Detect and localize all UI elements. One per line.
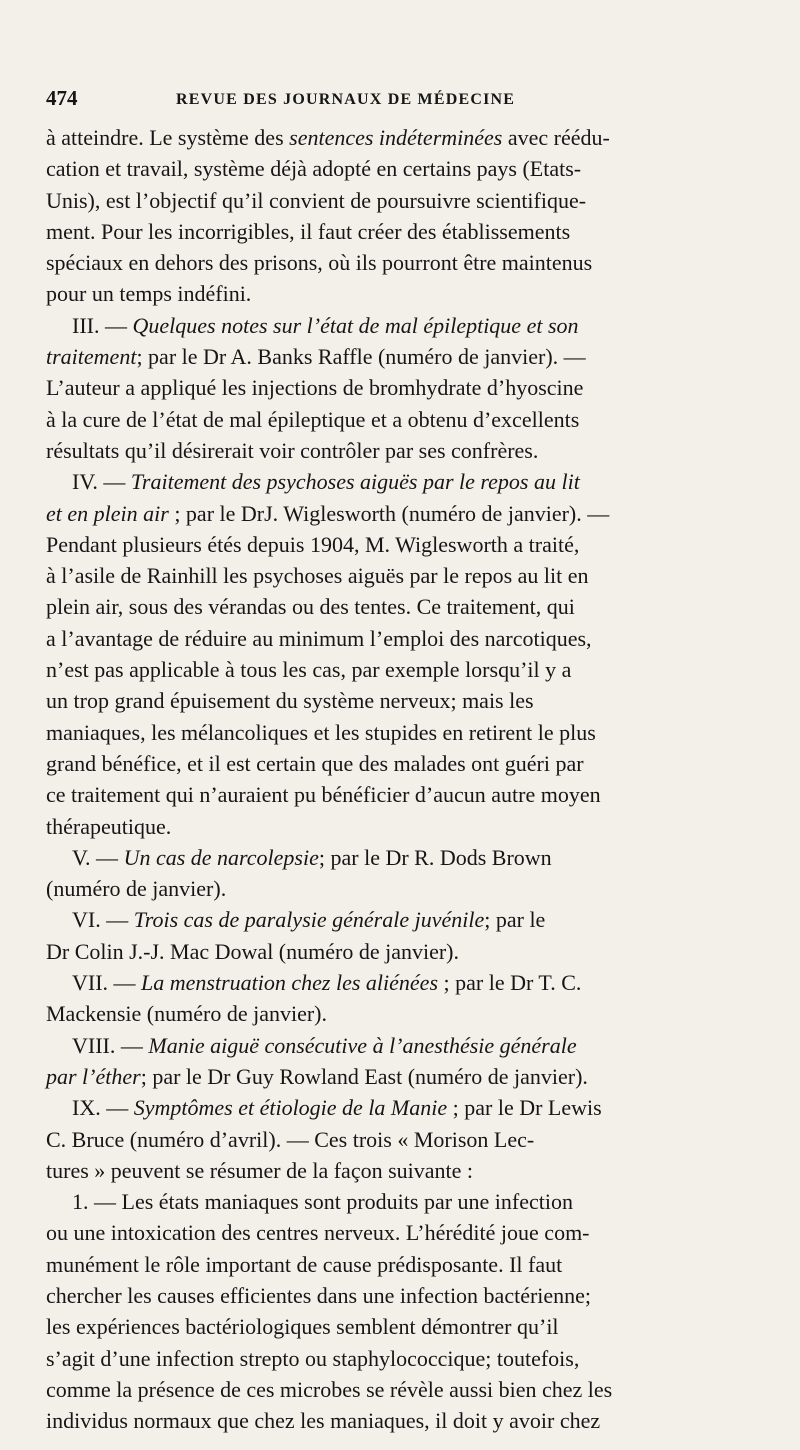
article-text	[46, 122, 760, 1436]
section-ix-title-line: IX. — Symptômes et étiologie de la Manie ; par le Dr Lewis	[72, 1095, 602, 1121]
text-line: résultats qu’il désirerait voir contrôler par ses confrères.	[46, 437, 539, 463]
text-line: maniaques, les mélancoliques et les stupides en retirent le plus	[46, 719, 596, 745]
text-line: individus normaux que chez les maniaques, il doit y avoir chez	[46, 1408, 601, 1434]
text-line: ment. Pour les incorrigibles, il faut créer des établissements	[46, 218, 571, 244]
section-viii-title-line: VIII. — Manie aiguë consécutive à l’anesthésie générale	[72, 1032, 577, 1058]
text-line: un trop grand épuisement du système nerveux; mais les	[46, 688, 534, 714]
text-line: chercher les causes efficientes dans une infection bactérienne;	[46, 1282, 592, 1308]
section-v-title-line: V. — Un cas de narcolepsie; par le Dr R. Dods Brown	[72, 844, 552, 870]
text-line: n’est pas applicable à tous les cas, par exemple lorsqu’il y a	[46, 657, 572, 683]
point-1-line: 1. — Les états maniaques sont produits par une infection	[72, 1189, 573, 1215]
text-line: et en plein air ; par le DrJ. Wiglesworth (numéro de janvier). —	[46, 500, 610, 526]
text-line: cation et travail, système déjà adopté en certains pays (Etats-	[46, 156, 582, 182]
text-line: spéciaux en dehors des prisons, où ils pourront être maintenus	[46, 250, 593, 276]
section-iv-title-line: IV. — Traitement des psychoses aiguës par le repos au lit	[72, 469, 580, 495]
section-vi-title-line: VI. — Trois cas de paralysie générale juvénile; par le	[72, 907, 546, 933]
running-head	[46, 86, 760, 122]
text-line: thérapeutique.	[46, 813, 172, 839]
text-line: par l’éther; par le Dr Guy Rowland East (numéro de janvier).	[46, 1063, 588, 1089]
text-line: s’agit d’une infection strepto ou staphylococcique; toutefois,	[46, 1345, 580, 1371]
text-line: Pendant plusieurs étés depuis 1904, M. Wiglesworth a traité,	[46, 531, 580, 557]
text-line: comme la présence de ces microbes se révèle aussi bien chez les	[46, 1376, 613, 1402]
text-line: (numéro de janvier).	[46, 876, 227, 902]
running-title: REVUE DES JOURNAUX DE MÉDECINE	[176, 91, 516, 108]
text-line: Dr Colin J.-J. Mac Dowal (numéro de janvier).	[46, 938, 460, 964]
section-iii-title-line: III. — Quelques notes sur l’état de mal épileptique et son	[72, 312, 579, 338]
text-line: à la cure de l’état de mal épileptique et a obtenu d’excellents	[46, 406, 580, 432]
text-line: à l’asile de Rainhill les psychoses aiguës par le repos au lit en	[46, 563, 589, 589]
text-line: grand bénéfice, et il est certain que des malades ont guéri par	[46, 750, 584, 776]
text-line: les expériences bactériologiques semblent démontrer qu’il	[46, 1314, 559, 1340]
text-line: Mackensie (numéro de janvier).	[46, 1001, 327, 1027]
text-line: munément le rôle important de cause prédisposante. Il faut	[46, 1251, 563, 1277]
text-line: ou une intoxication des centres nerveux. L’hérédité joue com-	[46, 1220, 590, 1246]
text-line: à atteindre. Le système des sentences indéterminées avec réédu-	[46, 125, 610, 150]
text-line: Unis), est l’objectif qu’il convient de poursuivre scientifique-	[46, 187, 587, 213]
text-line: a l’avantage de réduire au minimum l’emploi des narcotiques,	[46, 625, 592, 651]
section-vii-title-line: VII. — La menstruation chez les aliénées ; par le Dr T. C.	[72, 970, 582, 996]
text-line: tures » peuvent se résumer de la façon suivante :	[46, 1157, 474, 1183]
text-line: C. Bruce (numéro d’avril). — Ces trois « Morison Lec-	[46, 1126, 535, 1152]
text-line: plein air, sous des vérandas ou des tentes. Ce traitement, qui	[46, 594, 575, 620]
text-line: ce traitement qui n’auraient pu bénéficier d’aucun autre moyen	[46, 782, 601, 808]
text-line: traitement; par le Dr A. Banks Raffle (numéro de janvier). —	[46, 344, 586, 370]
text-line: pour un temps indéfini.	[46, 281, 252, 307]
page-number: 474	[46, 86, 78, 110]
text-line: L’auteur a appliqué les injections de bromhydrate d’hyoscine	[46, 375, 584, 401]
